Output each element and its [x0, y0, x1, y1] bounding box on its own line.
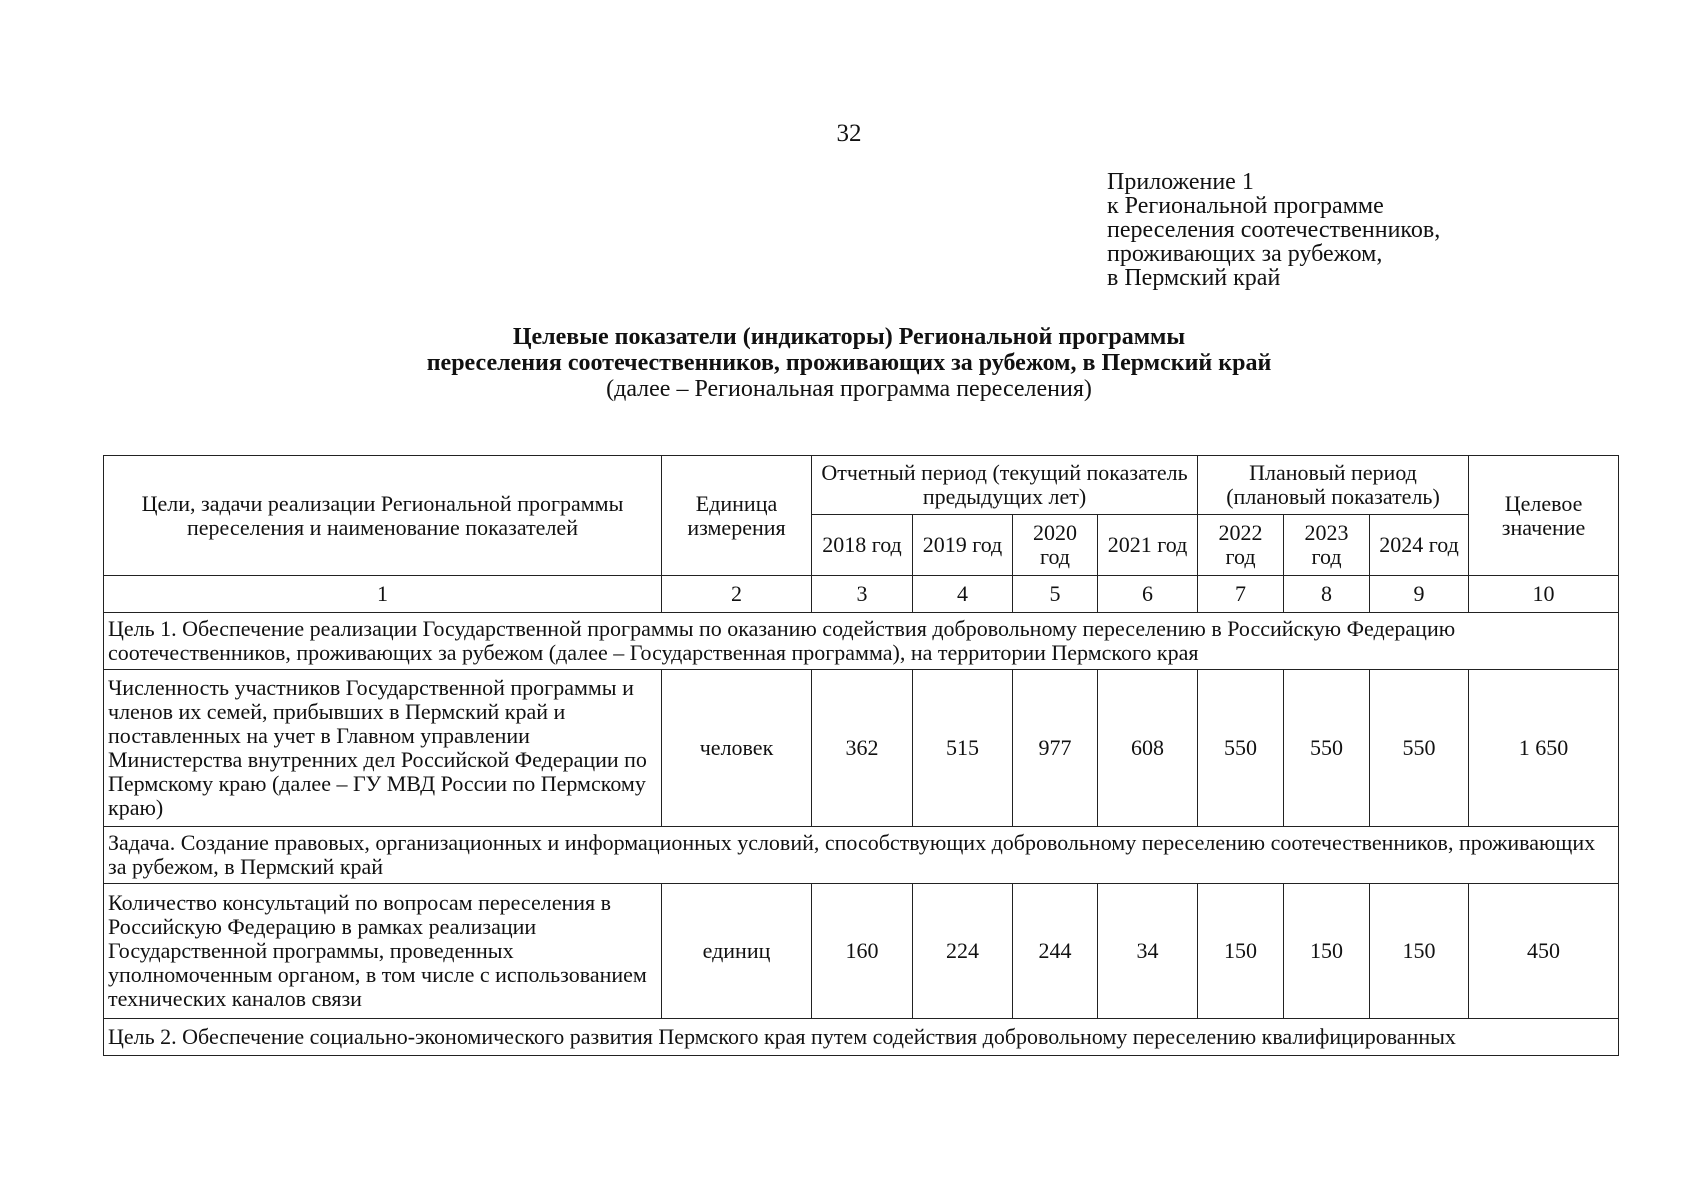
indicator-value: 150: [1370, 884, 1469, 1019]
indicator-value: 977: [1013, 670, 1098, 827]
header-row: [104, 456, 1619, 515]
indicator-target: 450: [1469, 884, 1619, 1019]
header-year: 2019 год: [913, 515, 1013, 576]
indicator-unit: единиц: [662, 884, 812, 1019]
indicator-unit: человек: [662, 670, 812, 827]
indicator-value: 244: [1013, 884, 1098, 1019]
title-line-3: (далее – Региональная программа переселения): [606, 376, 1092, 402]
title-line-2: переселения соотечественников, проживающих за рубежом, в Пермский край: [426, 350, 1272, 376]
indicator-value: 362: [812, 670, 913, 827]
title-line-1: Целевые показатели (индикаторы) Региональной программы: [512, 324, 1186, 350]
header-target: Целевое значение: [1469, 456, 1619, 576]
indicator-value: 34: [1098, 884, 1198, 1019]
indicator-value: 550: [1284, 670, 1370, 827]
indicator-value: 150: [1284, 884, 1370, 1019]
header-goals: Цели, задачи реализации Региональной программы переселения и наименование показателей: [104, 456, 662, 576]
appendix-line: проживающих за рубежом,: [1107, 241, 1383, 267]
indicator-name: Численность участников Государственной программы и членов их семей, прибывших в Пермский край и поставленных на учет в Главном управлении Министерства внутренних дел Российской Федерации по Пермскому краю (далее – ГУ МВД России по Пермскому краю): [104, 670, 662, 827]
goal-row: [104, 1019, 1619, 1056]
task-text: Задача. Создание правовых, организационных и информационных условий, способствующих добровольному переселению соотечественников, проживающих за рубежом, в Пермский край: [104, 827, 1619, 884]
column-number: 8: [1284, 576, 1370, 613]
task-row: [104, 827, 1619, 884]
column-number: 6: [1098, 576, 1198, 613]
column-number: 5: [1013, 576, 1098, 613]
goal-row: [104, 613, 1619, 670]
goal-1-text: Цель 1. Обеспечение реализации Государственной программы по оказанию содействия добровольному переселению в Российскую Федерацию соотечественников, проживающих за рубежом (далее – Государственная программа), на территории Пермского края: [104, 613, 1619, 670]
indicator-name: Количество консультаций по вопросам переселения в Российскую Федерацию в рамках реализации Государственной программы, проведенных уполномоченным органом, в том числе с использованием технических каналов связи: [104, 884, 662, 1019]
document-title: [0, 324, 1698, 402]
column-number: 7: [1198, 576, 1284, 613]
header-year: 2018 год: [812, 515, 913, 576]
column-number: 1: [104, 576, 662, 613]
indicator-value: 224: [913, 884, 1013, 1019]
appendix-line: переселения соотечественников,: [1107, 217, 1441, 243]
header-year: 2020 год: [1013, 515, 1098, 576]
indicator-value: 515: [913, 670, 1013, 827]
table-row: [104, 670, 1619, 827]
column-number: 9: [1370, 576, 1469, 613]
indicator-value: 160: [812, 884, 913, 1019]
header-year: 2021 год: [1098, 515, 1198, 576]
header-unit: Единица измерения: [662, 456, 812, 576]
appendix-line: к Региональной программе: [1107, 193, 1384, 219]
header-planning-period: Плановый период (плановый показатель): [1198, 456, 1469, 515]
header-year: 2023 год: [1284, 515, 1370, 576]
indicator-value: 150: [1198, 884, 1284, 1019]
indicator-target: 1 650: [1469, 670, 1619, 827]
appendix-line: Приложение 1: [1107, 169, 1254, 195]
indicator-value: 608: [1098, 670, 1198, 827]
indicators-table: [103, 455, 1619, 1056]
column-numbers-row: [104, 576, 1619, 613]
indicator-value: 550: [1370, 670, 1469, 827]
table-row: [104, 884, 1619, 1019]
column-number: 10: [1469, 576, 1619, 613]
goal-2-text: Цель 2. Обеспечение социально-экономического развития Пермского края путем содействия добровольному переселению квалифицированных: [104, 1019, 1619, 1056]
page-number: 32: [836, 120, 862, 147]
column-number: 4: [913, 576, 1013, 613]
header-year: 2022 год: [1198, 515, 1284, 576]
header-reporting-period: Отчетный период (текущий показатель предыдущих лет): [812, 456, 1198, 515]
column-number: 3: [812, 576, 913, 613]
indicator-value: 550: [1198, 670, 1284, 827]
header-year: 2024 год: [1370, 515, 1469, 576]
appendix-note: [1107, 170, 1440, 290]
column-number: 2: [662, 576, 812, 613]
appendix-line: в Пермский край: [1107, 265, 1281, 291]
